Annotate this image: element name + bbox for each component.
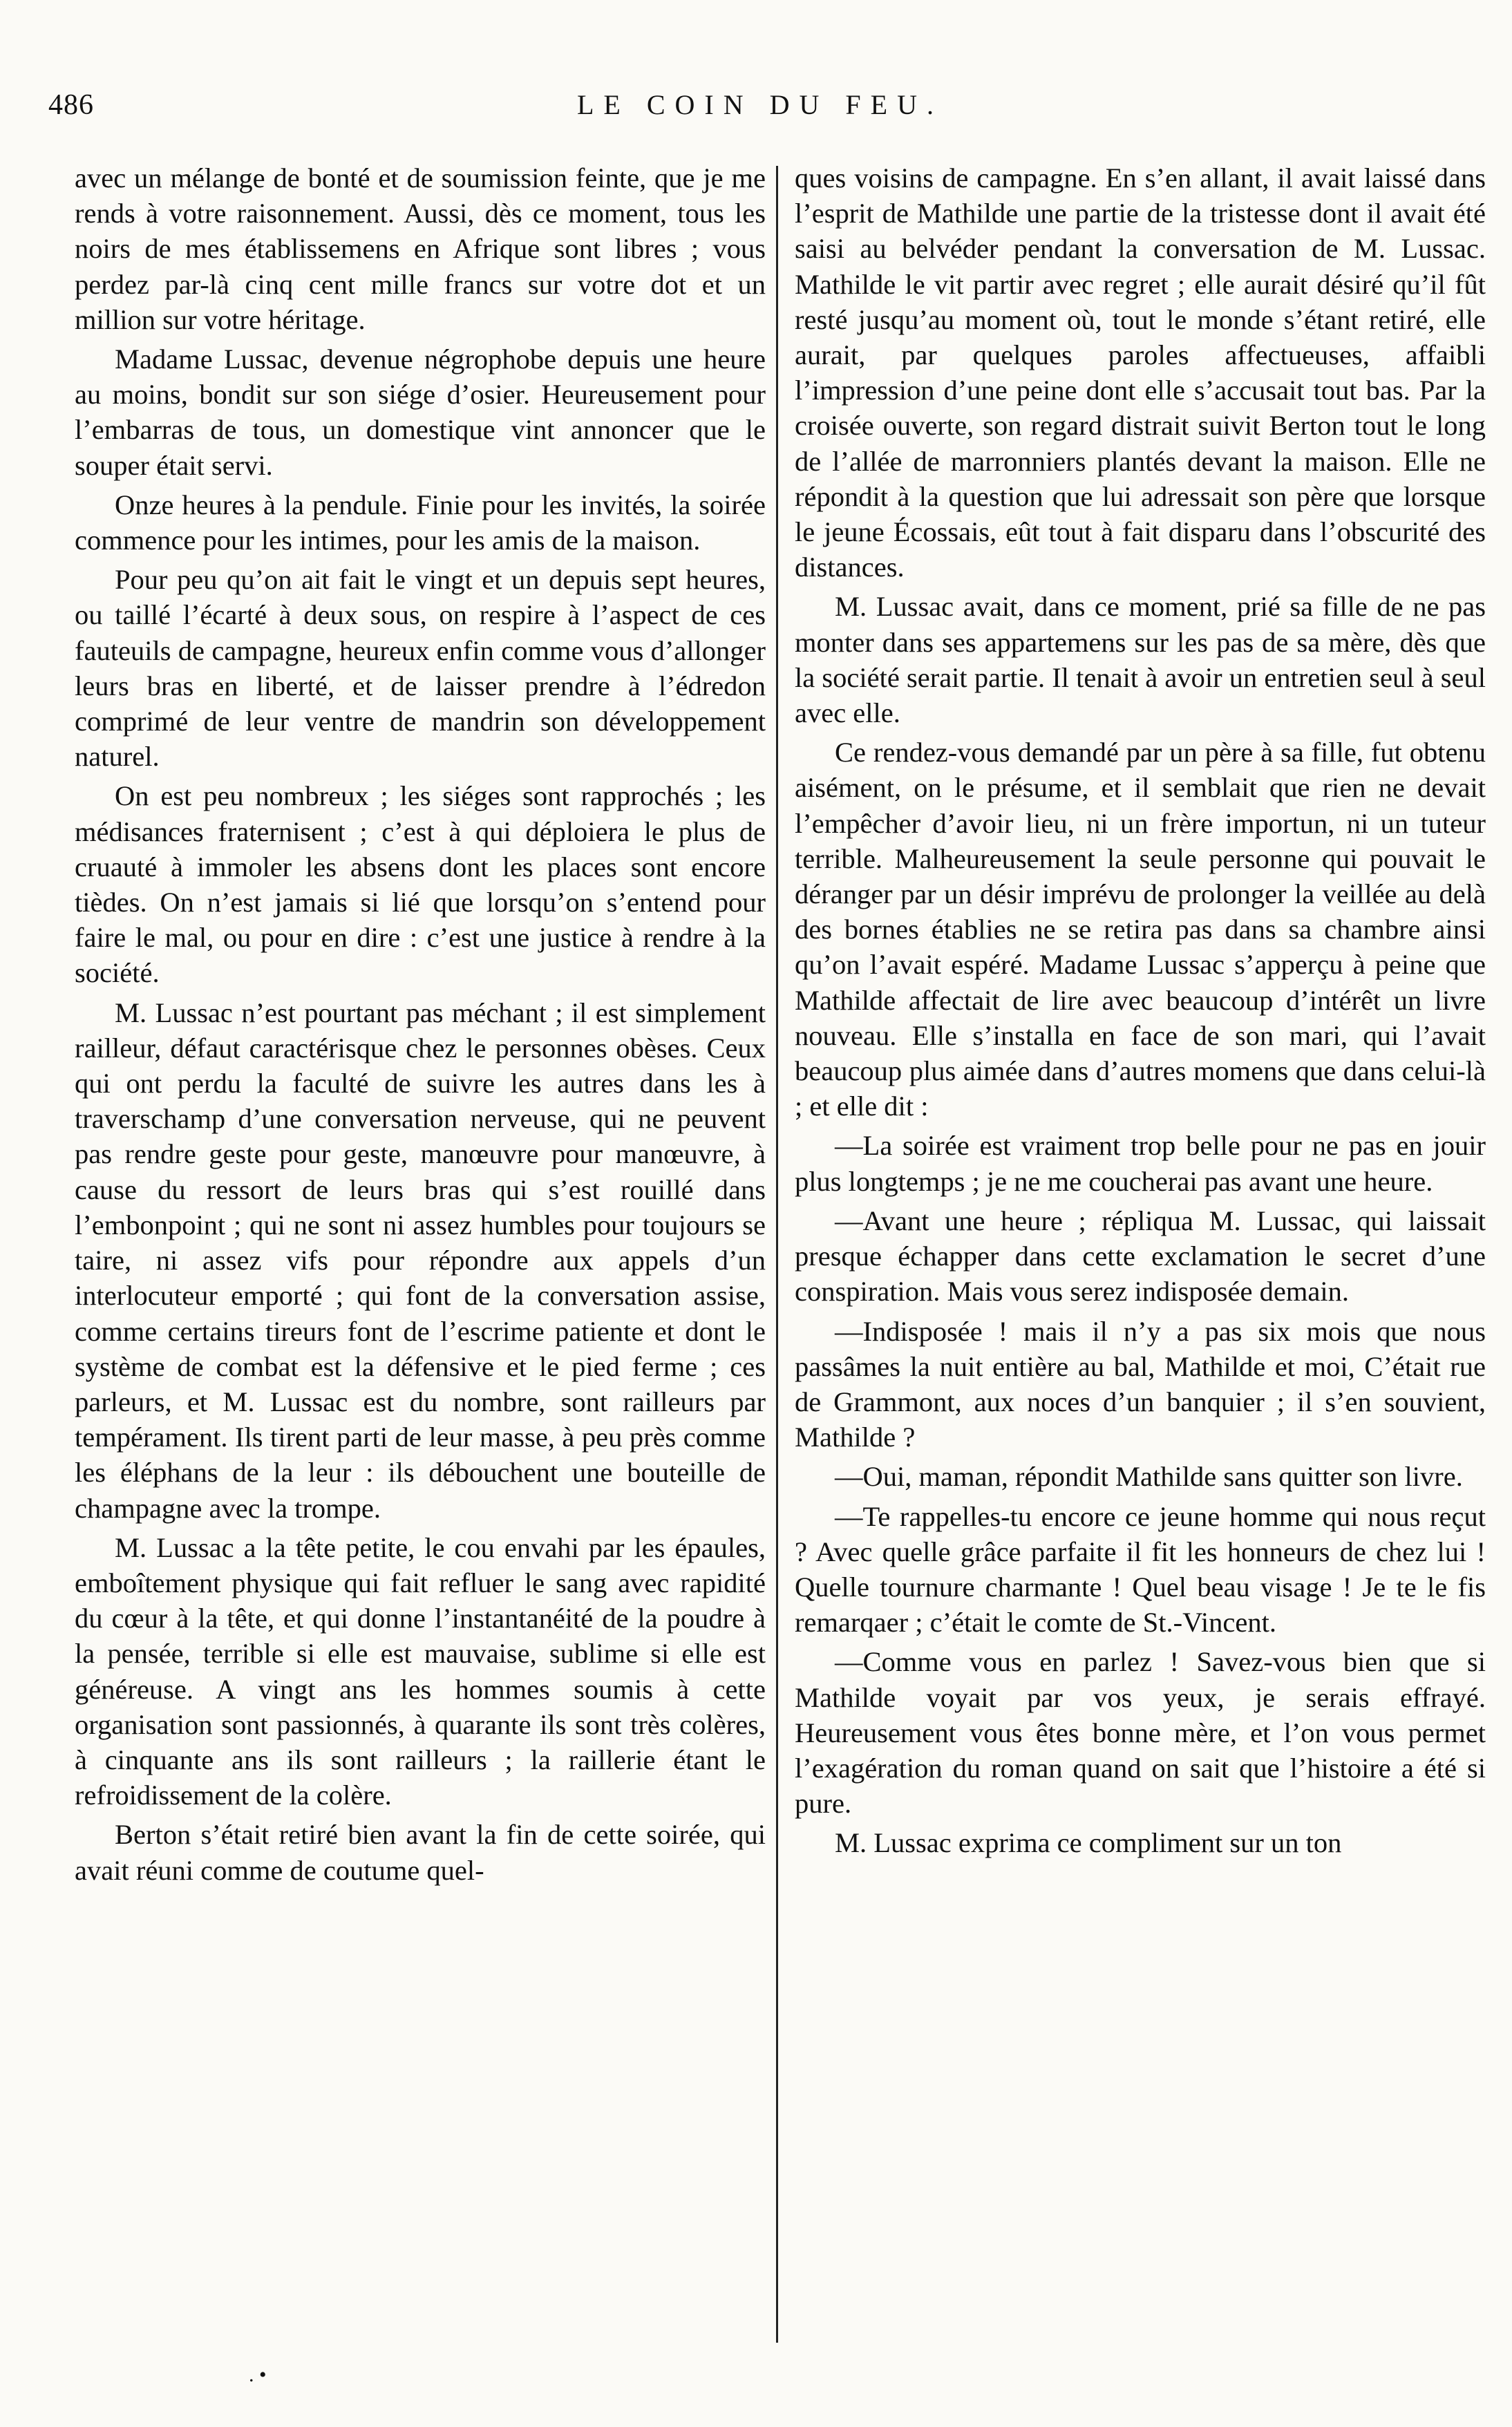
paragraph: M. Lussac exprima ce compliment sur un ton bbox=[835, 1827, 1342, 1859]
dialogue-paragraph: —Avant une heure ; répliqua M. Lussac, qui laissait presque échapper dans cette exclamation le secret d’une conspiration. Mais vous serez indisposée demain. bbox=[795, 1205, 1486, 1307]
dialogue-paragraph: —La soirée est vraiment trop belle pour ne pas en jouir plus longtemps ; je ne me coucherai pas avant une heure. bbox=[795, 1130, 1486, 1197]
left-column bbox=[75, 160, 766, 1892]
paragraph: avec un mélange de bonté et de soumission feinte, que je me rends à votre raisonnement. Aussi, dès ce moment, tous les noirs de mes établissemens en Afrique sont libres ; vous perdez par-là cinq cent mille francs sur votre dot et un million sur votre héritage. bbox=[75, 162, 766, 335]
paragraph: M. Lussac avait, dans ce moment, prié sa fille de ne pas monter dans ses appartemens sur les pas de sa mère, dès que la société serait partie. Il tenait à avoir un entretien seul à seul avec elle. bbox=[795, 591, 1486, 729]
paragraph: Madame Lussac, devenue négrophobe depuis une heure au moins, bondit sur son siége d’osier. Heureusement pour l’embarras de tous, un domestique vint annoncer que le souper était servi. bbox=[75, 343, 766, 481]
paragraph: Pour peu qu’on ait fait le vingt et un depuis sept heures, ou taillé l’écarté à deux sous, on respire à l’aspect de ces fauteuils de campagne, heureux enfin comme vous d’allonger leurs bras en liberté, et de laisser prendre à l’édredon comprimé de leur ventre de mandrin son développement naturel. bbox=[75, 564, 766, 773]
paragraph: M. Lussac a la tête petite, le cou envahi par les épaules, emboîtement physique qui fait refluer le sang avec rapidité du cœur à la tête, et qui donne l’instantanéité de la poudre à la pensée, terrible si elle est mauvaise, sublime si elle est généreuse. A vingt ans les hommes soumis à cette organisation sont passionnés, à quarante ils sont très colères, à cinquante ans ils sont railleurs ; la raillerie étant le refroidissement de la colère. bbox=[75, 1531, 766, 1811]
right-column bbox=[795, 160, 1486, 1865]
paragraph: Berton s’était retiré bien avant la fin de cette soirée, qui avait réuni comme de coutume quel- bbox=[75, 1819, 766, 1886]
page-number: 486 bbox=[48, 89, 94, 121]
running-title: LE COIN DU FEU. bbox=[577, 89, 943, 120]
paragraph: Ce rendez-vous demandé par un père à sa fille, fut obtenu aisément, on le présume, et il semblait que rien ne devait l’empêcher d’avoir lieu, ni un frère importun, ni un tuteur terrible. Malheureusement la seule personne qui pouvait le déranger par un désir imprévu de prolonger la veillée au delà des bornes établies ne se retira pas dans sa chambre ainsi qu’on l’avait espéré. Madame Lussac s’apperçu à peine que Mathilde affectait de lire avec beaucoup d’intérêt un livre nouveau. Elle s’installa en face de son mari, qui l’avait beaucoup plus aimée dans d’autres momens que dans celui-là ; et elle dit : bbox=[795, 737, 1486, 1122]
paragraph: Onze heures à la pendule. Finie pour les invités, la soirée commence pour les intimes, pour les amis de la maison. bbox=[75, 489, 766, 556]
page-header bbox=[48, 88, 1472, 130]
printer-mark: . • bbox=[249, 2363, 267, 2386]
dialogue-paragraph: —Comme vous en parlez ! Savez-vous bien que si Mathilde voyait par vos yeux, je serais effrayé. Heureusement vous êtes bonne mère, et l’on vous permet l’exagération du roman quand on sait que l’histoire a été si pure. bbox=[795, 1646, 1486, 1820]
paragraph: ques voisins de campagne. En s’en allant, il avait laissé dans l’esprit de Mathilde une partie de la tristesse dont il avait été saisi au belvéder pendant la conversation de M. Lussac. Mathilde le vit partir avec regret ; elle aurait désiré qu’il fût resté jusqu’au moment où, tout le monde s’étant retiré, elle aurait, par quelques paroles affectueuses, affaibli l’impression d’une peine dont elle s’accusait tout bas. Par la croisée ouverte, son regard distrait suivit Berton tout le long de l’allée de marronniers plantés devant la maison. Elle ne répondit à la question que lui adressait son père que lorsque le jeune Écossais, eût tout à fait disparu dans l’obscurité des distances. bbox=[795, 162, 1486, 583]
dialogue-paragraph: —Te rappelles-tu encore ce jeune homme qui nous reçut ? Avec quelle grâce parfaite il fit les honneurs de chez lui ! Quelle tournure charmante ! Quel beau visage ! Je te le fis remarqaer ; c’était le comte de St.-Vincent. bbox=[795, 1500, 1486, 1639]
dialogue-paragraph: —Oui, maman, répondit Mathilde sans quitter son livre. bbox=[835, 1461, 1463, 1493]
column-divider bbox=[776, 166, 778, 2343]
paragraph: On est peu nombreux ; les siéges sont rapprochés ; les médisances fraternisent ; c’est à qui déploiera le plus de cruauté à immoler les absens dont les places sont encore tièdes. On n’est jamais si lié que lorsqu’on s’entend pour faire le mal, ou pour en dire : c’est une justice à rendre à la société. bbox=[75, 780, 766, 989]
dialogue-paragraph: —Indisposée ! mais il n’y a pas six mois que nous passâmes la nuit entière au bal, Mathilde et moi, C’était rue de Grammont, aux noces d’un banquier ; il s’en souvient, Mathilde ? bbox=[795, 1315, 1486, 1453]
paragraph: M. Lussac n’est pourtant pas méchant ; il est simplement railleur, défaut caractérisque chez le personnes obèses. Ceux qui ont perdu la faculté de suivre les autres dans les à traverschamp d’une conversation nerveuse, qui ne peuvent pas rendre geste pour geste, manœuvre pour manœuvre, à cause du ressort de leurs bras qui s’est rouillé dans l’embonpoint ; qui ne sont ni assez humbles pour toujours se taire, ni assez vifs pour répondre aux appels d’un interlocuteur emporté ; qui font de la conversation assise, comme certains tireurs font de l’escrime patiente et dont le système de combat est la défensive et le pied ferme ; ces parleurs, et M. Lussac est du nombre, sont railleurs par tempérament. Ils tirent parti de leur masse, à peu près comme les éléphans de la leur : ils débouchent une bouteille de champagne avec la trompe. bbox=[75, 997, 766, 1524]
